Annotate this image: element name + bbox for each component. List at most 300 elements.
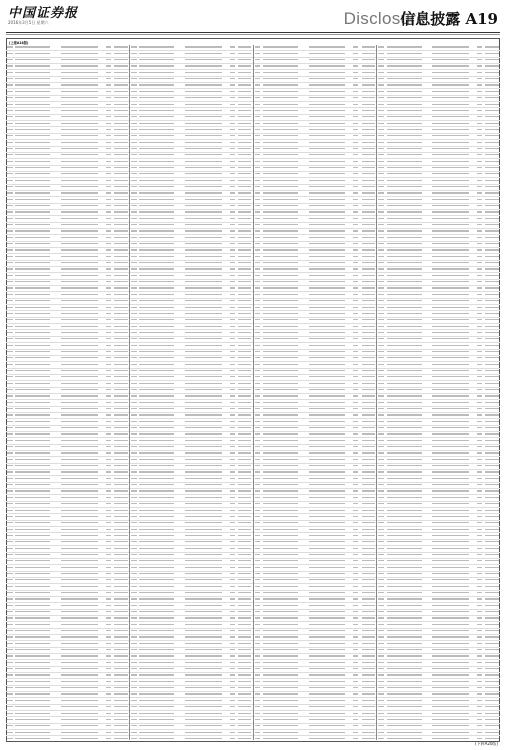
table-cell [235, 235, 253, 240]
table-cell [304, 445, 350, 450]
table-cell [482, 248, 500, 253]
table-cell [57, 698, 103, 703]
table-cell [263, 394, 304, 399]
table-cell [15, 356, 56, 361]
table-cell [130, 559, 139, 564]
table-cell [350, 324, 358, 329]
table-cell [111, 400, 129, 405]
table-cell [474, 96, 482, 101]
table-cell [57, 273, 103, 278]
table-cell [474, 70, 482, 75]
table-cell [130, 375, 139, 380]
table-cell [387, 400, 428, 405]
table-cell [377, 438, 386, 443]
table-cell [304, 508, 350, 513]
table-cell [111, 514, 129, 519]
table-cell [482, 356, 500, 361]
table-cell [474, 667, 482, 672]
table-cell [226, 45, 234, 50]
table-cell [235, 242, 253, 247]
table-cell [57, 413, 103, 418]
table-cell [139, 565, 180, 570]
table-cell [226, 451, 234, 456]
table-cell [428, 70, 474, 75]
section-title-english: Disclosure [343, 9, 426, 28]
table-cell [102, 147, 110, 152]
table-cell [377, 407, 386, 412]
table-cell [15, 324, 56, 329]
table-cell [377, 102, 386, 107]
table-cell [428, 597, 474, 602]
table-cell [482, 736, 500, 740]
table-cell [226, 204, 234, 209]
table-cell [111, 698, 129, 703]
table-cell [226, 470, 234, 475]
table-cell [226, 736, 234, 740]
table-cell [15, 584, 56, 589]
table-cell [350, 527, 358, 532]
table-cell [6, 540, 15, 545]
table-cell [358, 572, 376, 577]
table-cell [180, 660, 226, 665]
table-cell [377, 280, 386, 285]
table-cell [428, 273, 474, 278]
table-cell [428, 388, 474, 393]
table-cell [474, 648, 482, 653]
table-cell [235, 375, 253, 380]
table-cell [130, 616, 139, 621]
table-cell [102, 248, 110, 253]
table-cell [235, 223, 253, 228]
table-cell [226, 273, 234, 278]
table-cell [111, 717, 129, 722]
table-cell [130, 470, 139, 475]
table-cell [387, 58, 428, 63]
table-cell [263, 235, 304, 240]
table-cell [350, 102, 358, 107]
table-cell [15, 413, 56, 418]
table-cell [254, 337, 263, 342]
table-cell [6, 305, 15, 310]
table-cell [377, 394, 386, 399]
table-cell [358, 356, 376, 361]
table-cell [15, 527, 56, 532]
table-cell [387, 438, 428, 443]
table-cell [263, 229, 304, 234]
table-cell [226, 717, 234, 722]
table-cell [57, 153, 103, 158]
table-cell [482, 591, 500, 596]
table-cell [15, 369, 56, 374]
table-cell [111, 178, 129, 183]
table-cell [111, 51, 129, 56]
table-cell [130, 413, 139, 418]
dateline: 2016年3月5日 星期六 [8, 20, 49, 25]
table-cell [102, 172, 110, 177]
table-cell [474, 400, 482, 405]
table-cell [235, 457, 253, 462]
table-cell [387, 521, 428, 526]
table-cell [139, 51, 180, 56]
table-cell [263, 350, 304, 355]
table-cell [428, 166, 474, 171]
table-cell [474, 502, 482, 507]
table-cell [304, 388, 350, 393]
table-cell [387, 533, 428, 538]
table-cell [180, 508, 226, 513]
table-cell [254, 362, 263, 367]
table-cell [377, 717, 386, 722]
table-cell [226, 216, 234, 221]
table-cell [474, 83, 482, 88]
table-cell [350, 426, 358, 431]
table-cell [350, 286, 358, 291]
table-cell [57, 261, 103, 266]
table-cell [428, 400, 474, 405]
table-cell [130, 267, 139, 272]
table-cell [387, 356, 428, 361]
table-cell [180, 292, 226, 297]
table-cell [57, 705, 103, 710]
table-cell [139, 121, 180, 126]
table-cell [111, 413, 129, 418]
table-cell [304, 58, 350, 63]
table-cell [387, 178, 428, 183]
table-cell [428, 407, 474, 412]
table-cell [350, 204, 358, 209]
table-cell [139, 261, 180, 266]
table-cell [102, 58, 110, 63]
table-cell [226, 185, 234, 190]
table-cell [377, 108, 386, 113]
table-cell [350, 64, 358, 69]
table-cell [111, 318, 129, 323]
table-cell [474, 457, 482, 462]
table-cell [358, 305, 376, 310]
table-cell [350, 381, 358, 386]
table-cell [57, 407, 103, 412]
table-cell [387, 610, 428, 615]
table-cell [350, 705, 358, 710]
table-cell [102, 673, 110, 678]
table-cell [350, 216, 358, 221]
table-cell [180, 584, 226, 589]
table-cell [474, 153, 482, 158]
table-cell [139, 698, 180, 703]
table-cell [474, 58, 482, 63]
table-cell [350, 648, 358, 653]
table-cell [180, 610, 226, 615]
table-cell [263, 603, 304, 608]
table-cell [235, 432, 253, 437]
table-cell [474, 521, 482, 526]
table-cell [180, 654, 226, 659]
table-cell [482, 476, 500, 481]
table-cell [6, 546, 15, 551]
table-cell [57, 311, 103, 316]
table-cell [235, 127, 253, 132]
table-cell [377, 356, 386, 361]
table-cell [235, 673, 253, 678]
table-cell [6, 292, 15, 297]
table-cell [235, 343, 253, 348]
table-cell [139, 736, 180, 740]
table-cell [474, 540, 482, 545]
table-cell [358, 553, 376, 558]
table-cell [474, 394, 482, 399]
table-cell [387, 667, 428, 672]
table-cell [358, 185, 376, 190]
table-cell [57, 508, 103, 513]
table-cell [358, 311, 376, 316]
table-cell [254, 451, 263, 456]
table-cell [111, 508, 129, 513]
table-cell [226, 153, 234, 158]
table-cell [6, 286, 15, 291]
table-cell [235, 96, 253, 101]
table-cell [474, 286, 482, 291]
table-cell [57, 70, 103, 75]
table-cell [235, 597, 253, 602]
table-cell [482, 654, 500, 659]
table-cell [57, 83, 103, 88]
table-cell [304, 673, 350, 678]
table-cell [482, 400, 500, 405]
table-cell [387, 261, 428, 266]
table-cell [474, 527, 482, 532]
table-cell [482, 698, 500, 703]
table-cell [6, 185, 15, 190]
table-cell [102, 457, 110, 462]
table-cell [102, 546, 110, 551]
table-cell [180, 102, 226, 107]
table-cell [482, 629, 500, 634]
table-cell [226, 502, 234, 507]
table-cell [226, 394, 234, 399]
table-cell [428, 305, 474, 310]
table-cell [387, 381, 428, 386]
table-cell [482, 318, 500, 323]
table-cell [139, 546, 180, 551]
table-cell [387, 115, 428, 120]
table-cell [377, 369, 386, 374]
table-cell [111, 540, 129, 545]
table-cell [358, 96, 376, 101]
table-cell [263, 242, 304, 247]
table-cell [350, 603, 358, 608]
table-cell [57, 96, 103, 101]
table-cell [358, 514, 376, 519]
table-cell [428, 330, 474, 335]
table-cell [377, 318, 386, 323]
table-cell [254, 641, 263, 646]
table-cell [263, 679, 304, 684]
table-cell [263, 426, 304, 431]
table-cell [428, 248, 474, 253]
table-cell [350, 273, 358, 278]
table-cell [358, 673, 376, 678]
table-cell [474, 736, 482, 740]
table-cell [180, 324, 226, 329]
table-cell [235, 70, 253, 75]
table-cell [130, 311, 139, 316]
table-cell [377, 77, 386, 82]
table-cell [102, 185, 110, 190]
table-cell [130, 629, 139, 634]
table-cell [428, 191, 474, 196]
table-cell [482, 324, 500, 329]
table-cell [387, 159, 428, 164]
table-cell [358, 108, 376, 113]
table-cell [358, 204, 376, 209]
table-cell [263, 178, 304, 183]
table-cell [226, 521, 234, 526]
table-cell [180, 64, 226, 69]
table-cell [482, 77, 500, 82]
table-cell [254, 527, 263, 532]
table-cell [482, 464, 500, 469]
table-cell [350, 153, 358, 158]
table-cell [482, 178, 500, 183]
table-cell [254, 584, 263, 589]
table-cell [263, 470, 304, 475]
table-cell [358, 578, 376, 583]
table-cell [102, 648, 110, 653]
table-cell [428, 686, 474, 691]
table-cell [254, 261, 263, 266]
table-cell [130, 337, 139, 342]
table-cell [226, 172, 234, 177]
table-cell [387, 286, 428, 291]
table-cell [180, 730, 226, 735]
table-cell [15, 45, 56, 50]
table-cell [235, 698, 253, 703]
table-cell [6, 527, 15, 532]
table-cell [130, 648, 139, 653]
table-cell [6, 337, 15, 342]
table-cell [387, 108, 428, 113]
table-cell [15, 134, 56, 139]
table-cell [130, 369, 139, 374]
table-cell [180, 679, 226, 684]
table-cell [235, 337, 253, 342]
table-cell [254, 667, 263, 672]
table-cell [304, 711, 350, 716]
table-cell [180, 546, 226, 551]
table-cell [102, 451, 110, 456]
table-cell [428, 616, 474, 621]
table-cell [102, 134, 110, 139]
table-cell [57, 584, 103, 589]
table-cell [180, 686, 226, 691]
table-cell [180, 375, 226, 380]
table-cell [474, 432, 482, 437]
table-cell [57, 381, 103, 386]
table-cell [226, 89, 234, 94]
table-cell [226, 508, 234, 513]
table-cell [235, 451, 253, 456]
table-cell [304, 166, 350, 171]
table-cell [304, 641, 350, 646]
table-cell [377, 134, 386, 139]
table-cell [358, 686, 376, 691]
table-cell [482, 83, 500, 88]
table-cell [263, 147, 304, 152]
table-cell [350, 108, 358, 113]
table-cell [304, 603, 350, 608]
table-cell [235, 730, 253, 735]
table-cell [387, 305, 428, 310]
table-cell [226, 77, 234, 82]
table-cell [350, 508, 358, 513]
table-cell [474, 572, 482, 577]
table-cell [387, 121, 428, 126]
table-cell [377, 261, 386, 266]
table-cell [139, 445, 180, 450]
table-cell [387, 413, 428, 418]
table-cell [254, 616, 263, 621]
table-cell [57, 204, 103, 209]
table-cell [102, 629, 110, 634]
table-cell [6, 635, 15, 640]
table-cell [474, 591, 482, 596]
table-cell [254, 229, 263, 234]
table-cell [6, 470, 15, 475]
table-cell [235, 64, 253, 69]
table-cell [226, 692, 234, 697]
table-cell [57, 502, 103, 507]
table-cell [263, 400, 304, 405]
table-cell [6, 584, 15, 589]
table-cell [226, 127, 234, 132]
table-cell [235, 483, 253, 488]
table-cell [350, 597, 358, 602]
table-cell [304, 559, 350, 564]
table-cell [482, 64, 500, 69]
table-cell [130, 445, 139, 450]
table-cell [139, 362, 180, 367]
table-cell [358, 698, 376, 703]
table-cell [111, 121, 129, 126]
table-cell [482, 58, 500, 63]
table-cell [350, 115, 358, 120]
table-cell [15, 641, 56, 646]
table-cell [102, 115, 110, 120]
table-cell [350, 673, 358, 678]
table-cell [235, 292, 253, 297]
table-cell [304, 83, 350, 88]
table-cell [254, 172, 263, 177]
table-cell [263, 533, 304, 538]
table-cell [15, 330, 56, 335]
table-cell [263, 388, 304, 393]
table-cell [15, 394, 56, 399]
table-cell [57, 514, 103, 519]
table-cell [180, 261, 226, 266]
table-cell [350, 210, 358, 215]
table-cell [482, 254, 500, 259]
table-cell [428, 121, 474, 126]
table-cell [139, 178, 180, 183]
table-cell [6, 343, 15, 348]
table-cell [428, 426, 474, 431]
table-cell [350, 369, 358, 374]
table-cell [180, 394, 226, 399]
table-cell [139, 64, 180, 69]
table-cell [254, 692, 263, 697]
table-cell [482, 648, 500, 653]
table-cell [377, 83, 386, 88]
